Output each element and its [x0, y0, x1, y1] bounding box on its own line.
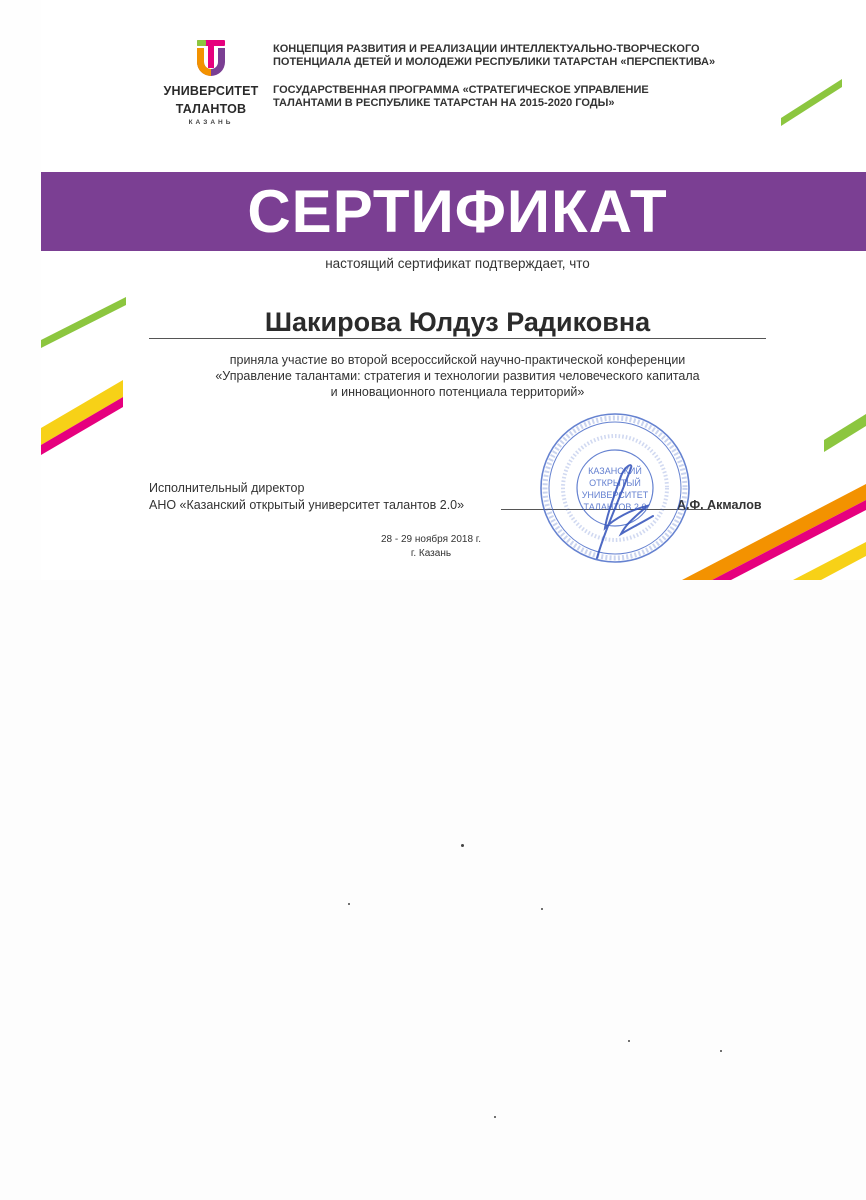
seal-line-4: ТАЛАНТОВ 2.0: [583, 502, 647, 512]
signer-organization: АНО «Казанский открытый университет талантов 2.0»: [149, 498, 465, 512]
body-line-3: и инновационного потенциала территорий»: [330, 385, 585, 399]
stripe-right-green: [824, 414, 866, 452]
recipient-name: Шакирова Юлдуз Радиковна: [149, 304, 766, 339]
signer-position: Исполнительный директор: [149, 481, 305, 495]
signer-block: [149, 480, 464, 514]
scan-speck: [348, 903, 350, 905]
concept-line-1: КОНЦЕПЦИЯ РАЗВИТИЯ И РЕАЛИЗАЦИИ ИНТЕЛЛЕКТУАЛЬНО-ТВОРЧЕСКОГО: [273, 43, 700, 55]
certificate-body: [41, 352, 866, 400]
logo-city: КАЗАНЬ: [188, 119, 234, 126]
title-band: [41, 172, 866, 251]
certificate-title: СЕРТИФИКАТ: [247, 178, 668, 245]
organization-seal: [535, 410, 695, 570]
body-line-2: «Управление талантами: стратегия и технологии развития человеческого капитала: [215, 369, 700, 383]
signer-name: А.Ф. Акмалов: [677, 498, 762, 512]
event-dates: 28 - 29 ноября 2018 г.: [380, 534, 481, 545]
blank-page-area: [0, 580, 866, 1200]
event-city: г. Казань: [410, 548, 452, 559]
scan-speck: [461, 844, 464, 847]
scan-speck: [541, 908, 543, 910]
certificate: [41, 0, 866, 580]
body-line-1: приняла участие во второй всероссийской научно-практической конференции: [229, 353, 686, 367]
concept-heading: [273, 43, 833, 69]
university-logo: [146, 38, 276, 126]
scan-speck: [720, 1050, 722, 1052]
program-heading: [273, 84, 833, 110]
certificate-subtitle: настоящий сертификат подтверждает, что: [325, 256, 590, 271]
seal-line-1: КАЗАНСКИЙ: [588, 466, 642, 476]
talent-university-logo-icon: [194, 38, 228, 80]
stripe-left-green: [41, 297, 126, 348]
scan-speck: [628, 1040, 630, 1042]
concept-line-2: ПОТЕНЦИАЛА ДЕТЕЙ И МОЛОДЕЖИ РЕСПУБЛИКИ ТАТАРСТАН «ПЕРСПЕКТИВА»: [273, 56, 716, 68]
logo-name-line2: ТАЛАНТОВ: [175, 102, 247, 116]
seal-line-2: ОТКРЫТЫЙ: [589, 478, 641, 488]
logo-name-line1: УНИВЕРСИТЕТ: [163, 84, 259, 98]
seal-line-3: УНИВЕРСИТЕТ: [581, 490, 649, 500]
event-info: [41, 533, 821, 561]
program-line-1: ГОСУДАРСТВЕННАЯ ПРОГРАММА «СТРАТЕГИЧЕСКОЕ УПРАВЛЕНИЕ: [273, 84, 649, 96]
scan-margin: [0, 0, 42, 580]
program-line-2: ТАЛАНТАМИ В РЕСПУБЛИКЕ ТАТАРСТАН НА 2015-2020 ГОДЫ»: [273, 97, 615, 109]
scan-speck: [494, 1116, 496, 1118]
